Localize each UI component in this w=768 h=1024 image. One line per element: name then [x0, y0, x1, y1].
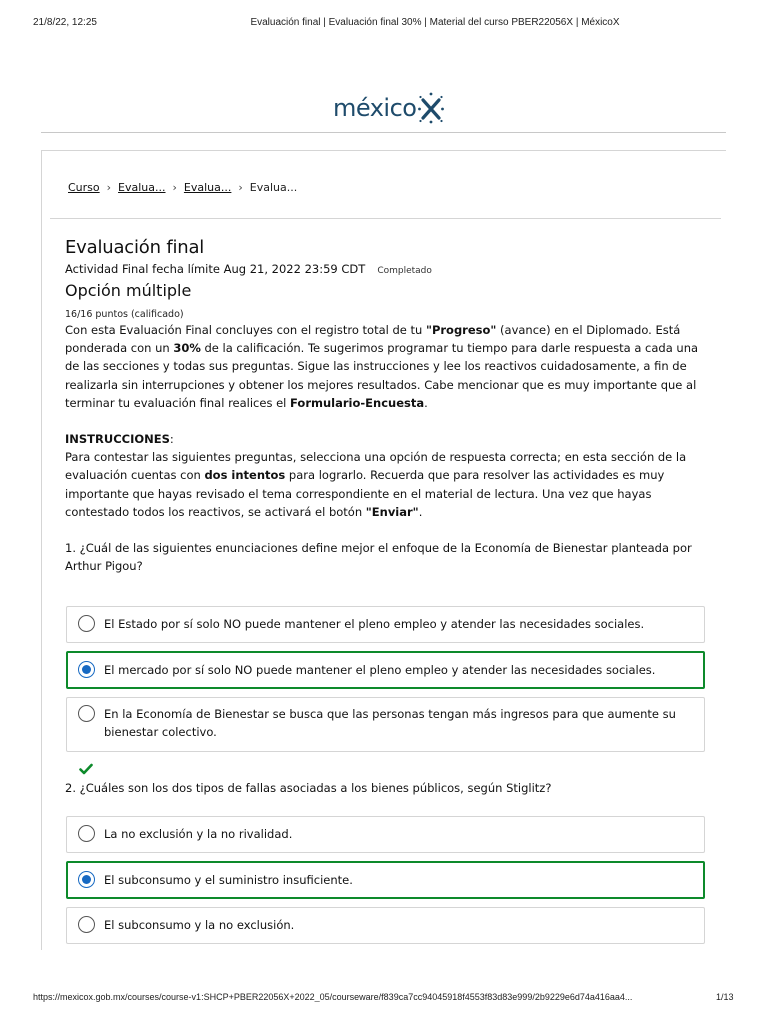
radio-button-selected[interactable]	[78, 871, 95, 888]
radio-button[interactable]	[78, 916, 95, 933]
radio-button-selected[interactable]	[78, 661, 95, 678]
print-header	[0, 17, 768, 33]
option-label: El Estado por sí solo NO puede mantener el pleno empleo y atender las necesidades sociales.	[104, 617, 645, 631]
instructions-paragraph: INSTRUCCIONES: Para contestar las siguientes preguntas, selecciona una opción de respuesta correcta; en esta sección de la evaluación cuentas con dos intentos para lograrlo. Recuerda que para resolver las actividades es muy importante que hayas revisado el tema correspondiente en el material de lectura. Una vez que hayas contestado todos los reactivos, se activará el botón "Enviar".	[65, 432, 687, 519]
option-label: La no exclusión y la no rivalidad.	[104, 827, 293, 841]
option-label: El subconsumo y el suministro insuficiente.	[104, 873, 353, 887]
breadcrumb-separator-icon: ›	[238, 181, 243, 194]
page-number: 1/13	[716, 992, 734, 1002]
question-1-text: 1. ¿Cuál de las siguientes enunciaciones define mejor el enfoque de la Economía de Bienestar planteada por Arthur Pigou?	[65, 541, 692, 574]
question-2-text: 2. ¿Cuáles son los dos tipos de fallas asociadas a los bienes públicos, según Stiglitz?	[65, 781, 552, 795]
activity-title: Evaluación final	[65, 237, 205, 258]
breadcrumb-separator-icon: ›	[172, 181, 177, 194]
print-date: 21/8/22, 12:25	[33, 17, 97, 28]
q1-option-2[interactable]	[66, 651, 705, 689]
logo-x-icon	[417, 91, 445, 125]
q2-option-3[interactable]	[66, 907, 705, 944]
breadcrumb	[68, 181, 297, 194]
breadcrumb-current: Evalua...	[249, 181, 298, 194]
due-date: Actividad Final fecha límite Aug 21, 2022 23:59 CDT	[65, 262, 366, 276]
problem-subtitle: Opción múltiple	[65, 281, 192, 300]
breadcrumb-divider	[50, 218, 721, 219]
breadcrumb-subsection[interactable]: Evalua...	[183, 181, 232, 194]
problem-content	[65, 237, 715, 575]
q2-option-1[interactable]	[66, 816, 705, 853]
option-label: El mercado por sí solo NO puede mantener el pleno empleo y atender las necesidades sociales.	[104, 663, 656, 677]
breadcrumb-section[interactable]: Evalua...	[118, 181, 166, 194]
course-content-panel	[41, 150, 726, 950]
print-title: Evaluación final | Evaluación final 30% | Material del curso PBER22056X | MéxicoX	[250, 17, 620, 28]
activity-meta	[65, 262, 715, 276]
instructions-heading: INSTRUCCIONES	[65, 432, 170, 447]
points-score: 16/16 puntos (calificado)	[65, 309, 184, 320]
breadcrumb-separator-icon: ›	[106, 181, 112, 194]
radio-button[interactable]	[78, 825, 95, 842]
checkmark-icon	[79, 763, 93, 775]
option-label: El subconsumo y la no exclusión.	[104, 918, 295, 932]
option-label: En la Economía de Bienestar se busca que las personas tengan más ingresos para que aumente su bienestar colectivo.	[104, 707, 676, 739]
breadcrumb-course[interactable]: Curso	[68, 181, 100, 194]
radio-button[interactable]	[78, 705, 95, 722]
logo-text: méxico	[333, 94, 417, 122]
status-badge: Completado	[377, 266, 432, 276]
q1-option-3[interactable]	[66, 697, 705, 752]
mexicox-logo[interactable]	[333, 88, 445, 128]
intro-paragraph: Con esta Evaluación Final concluyes con el registro total de tu "Progreso" (avance) en el Diplomado. Está ponderada con un 30% de la calificación. Te sugerimos programar tu tiempo para darle respuesta a cada una de las secciones y todas sus preguntas. Sigue las instrucciones y lee los reactivos cuidadosamente, a fin de realizarla sin interrupciones y obtener los mejores resultados. Cabe mencionar que es muy importante que al terminar tu evaluación final realices el Formulario-Encuesta.	[65, 323, 699, 410]
q2-option-2[interactable]	[66, 861, 705, 899]
print-url: https://mexicox.gob.mx/courses/course-v1:SHCP+PBER22056X+2022_05/courseware/f839ca7cc94045918f4553f83d83e999/2b9229e6d74a416aa4...	[33, 992, 633, 1002]
q1-option-1[interactable]	[66, 606, 705, 643]
header-divider	[41, 132, 726, 133]
radio-button[interactable]	[78, 615, 95, 632]
